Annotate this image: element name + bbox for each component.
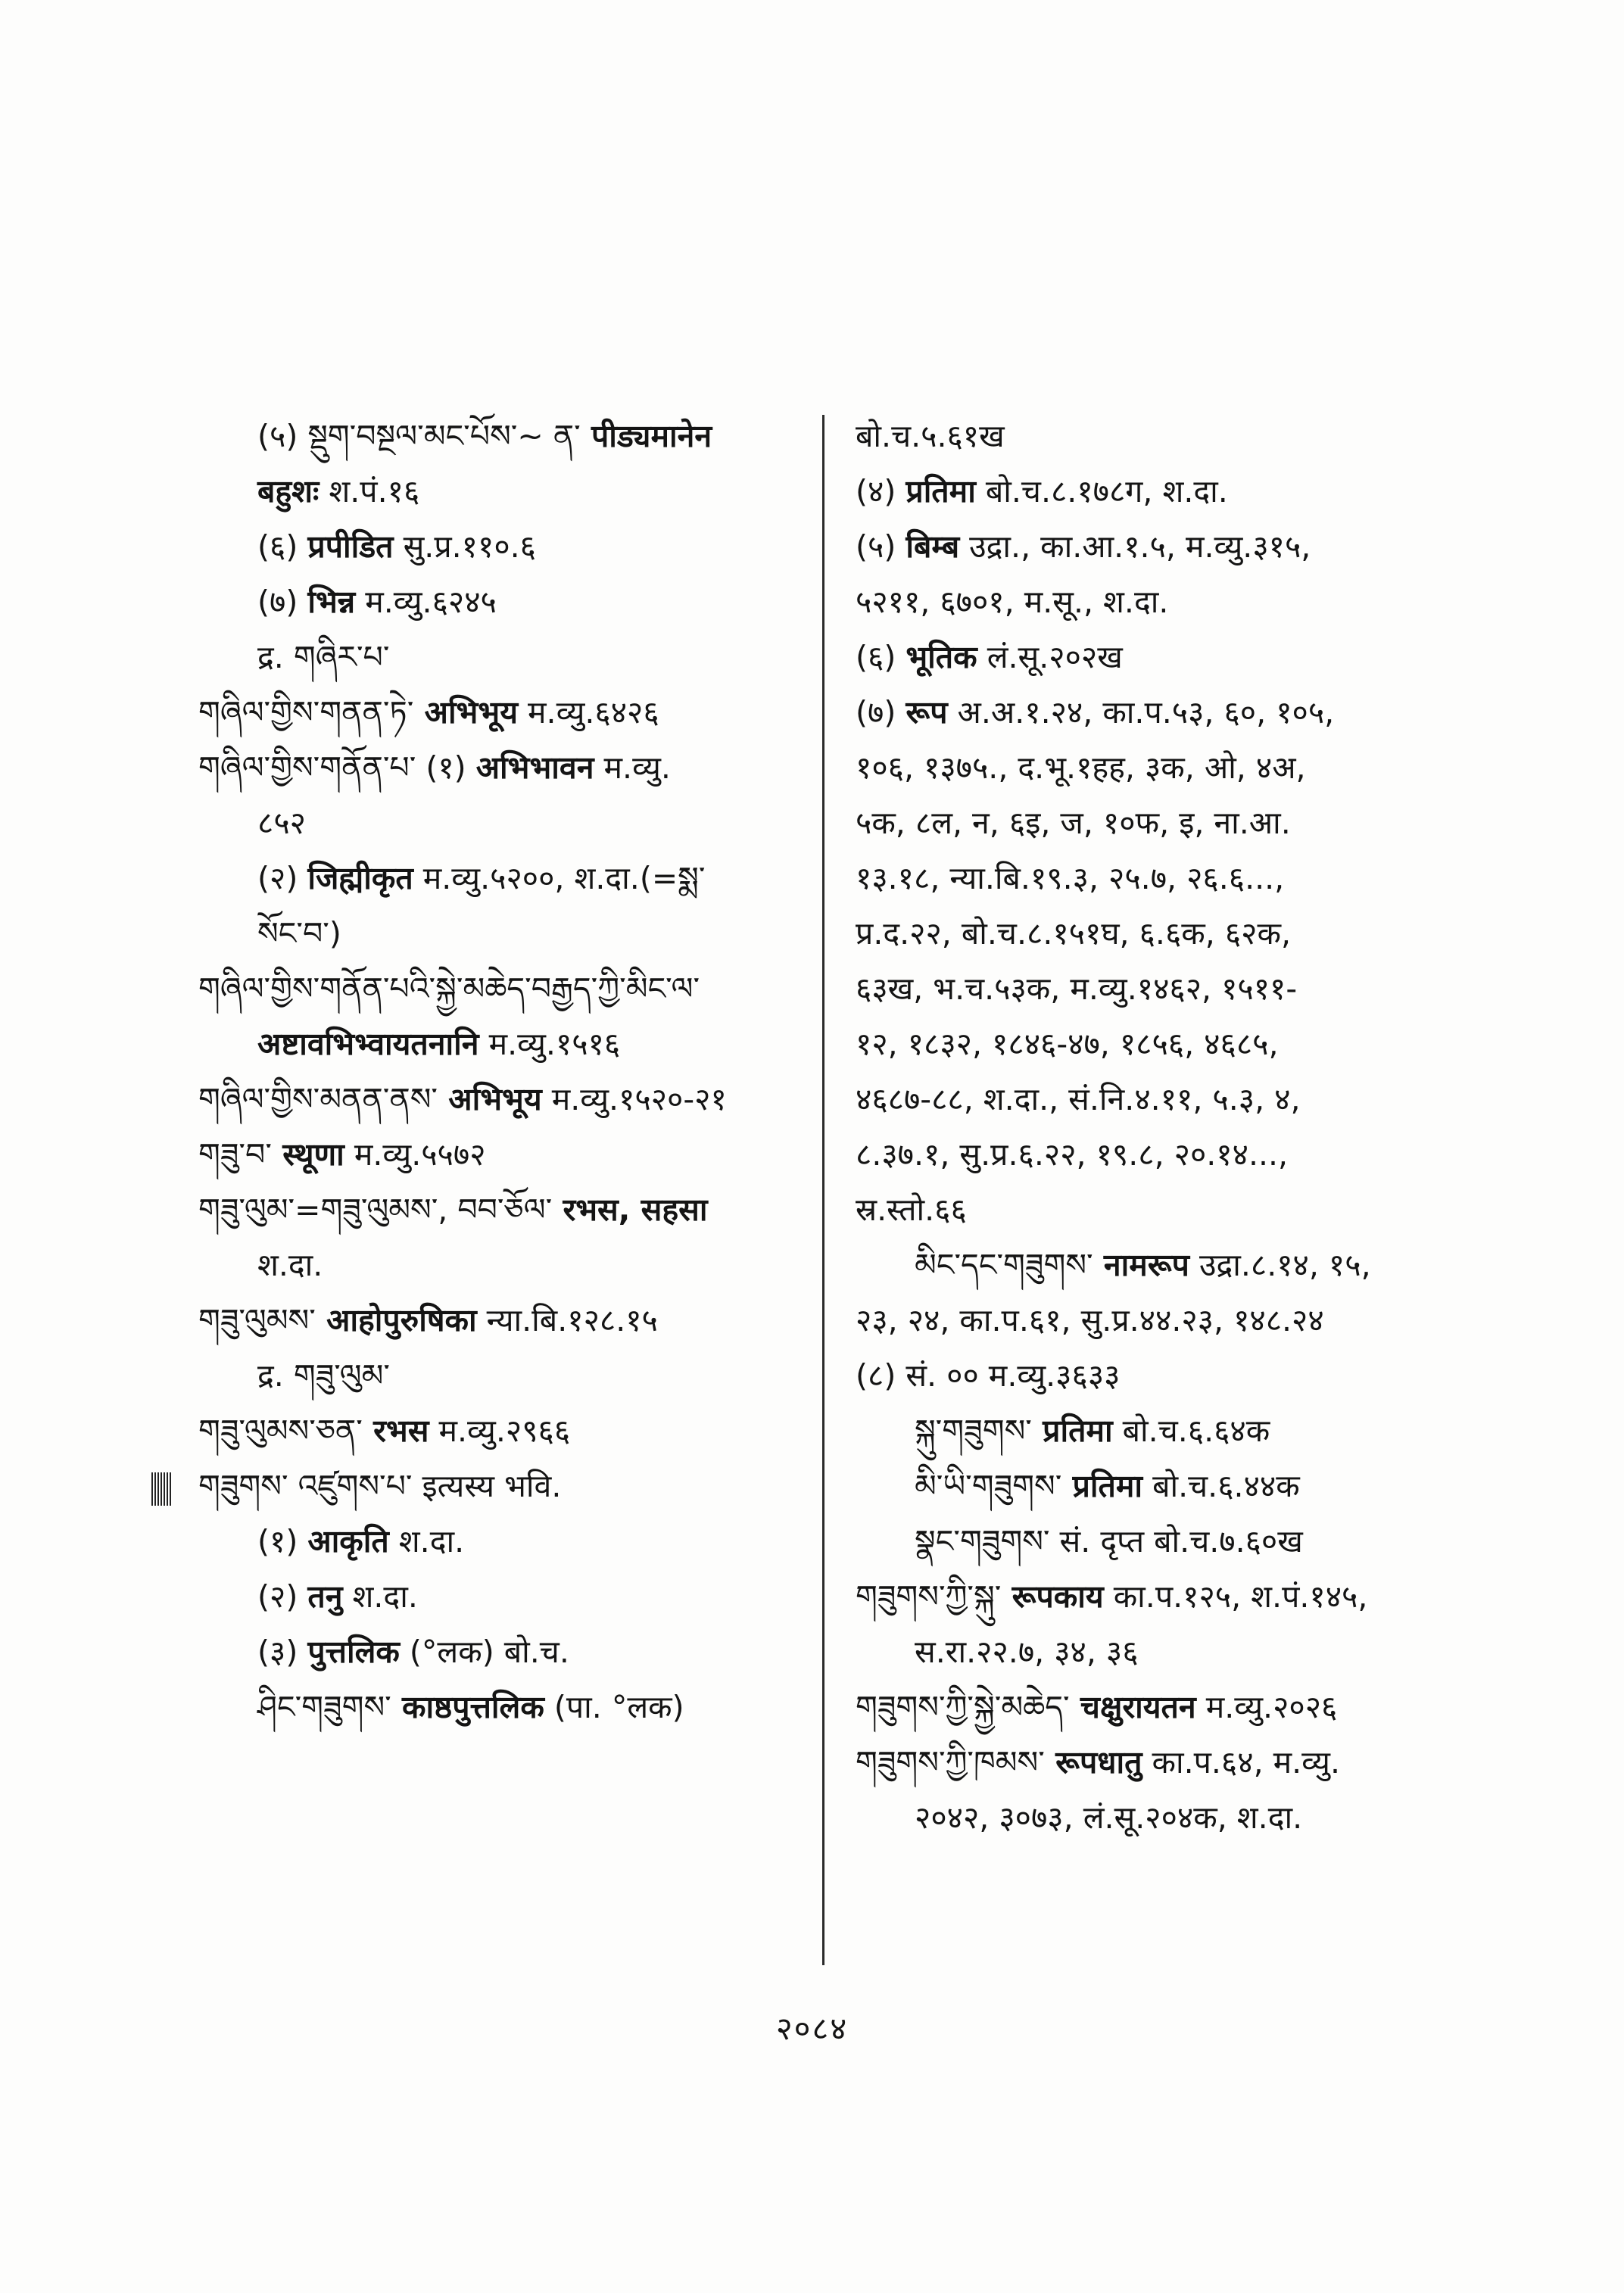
entry-text: अ.अ.१.२४, का.प.५३, ६०, १०५, xyxy=(947,694,1335,731)
entry-text: २३, २४, का.प.६१, सु.प्र.४४.२३, १४८.२४ xyxy=(856,1302,1324,1338)
entry-text: प्रतिमा xyxy=(1031,1413,1113,1449)
entry-text: द्र. གཞིར་པ་ xyxy=(257,639,390,675)
entry-text: १०६, १३७५., द.भू.१हह, ३क, ओ, ४अ, xyxy=(856,749,1306,786)
entry-line xyxy=(198,1127,819,1182)
entry-text: མིང་དང་གཟུགས་ xyxy=(915,1247,1093,1283)
left-column xyxy=(198,409,819,1735)
entry-text: आकृति xyxy=(307,1523,389,1559)
entry-text: ६३ख, भ.च.५३क, म.व्यु.१४६२, १५११- xyxy=(856,970,1298,1007)
entry-text: སོང་བ་) xyxy=(257,915,341,952)
entry-line xyxy=(198,906,819,961)
entry-text: ५क, ८ल, न, ६इ, ज, १०फ, इ, ना.आ. xyxy=(856,805,1291,841)
entry-text: रभस xyxy=(362,1413,429,1449)
entry-text: གཞིལ་གྱིས་མནན་ནས་ xyxy=(198,1081,438,1117)
entry-text: द्र. གཟུ་ལུམ་ xyxy=(257,1357,390,1394)
entry-text: (५) xyxy=(856,528,906,565)
entry-text: (६) xyxy=(257,528,308,565)
entry-line xyxy=(856,1127,1461,1182)
entry-line xyxy=(856,1735,1461,1790)
entry-line xyxy=(856,464,1461,519)
entry-text: स.रा.२२.७, ३४, ३६ xyxy=(915,1634,1139,1670)
entry-text: གཟུ་ལུམས་ xyxy=(198,1302,316,1338)
entry-text: གཞིལ་གྱིས་གནོན་པ་ xyxy=(198,749,416,786)
entry-text: म.व्यु. xyxy=(594,749,671,786)
entry-line xyxy=(856,1790,1461,1846)
entry-text: ८५२ xyxy=(257,805,306,841)
entry-line xyxy=(198,740,819,796)
entry-text: बिम्ब xyxy=(906,528,960,565)
entry-text: श.दा. xyxy=(342,1578,418,1615)
entry-text: གཟུགས་ xyxy=(198,1468,288,1504)
entry-text: म.व्यु.१५१६ xyxy=(478,1026,621,1062)
entry-text: सु.प्र.११०.६ xyxy=(393,528,536,565)
entry-text: སྣང་གཟུགས་ xyxy=(915,1523,1050,1559)
entry-line xyxy=(856,630,1461,685)
entry-text: तनु xyxy=(307,1578,343,1615)
entry-text: (१) xyxy=(257,1523,308,1559)
entry-text: གཟུགས་ཀྱི་ཁམས་ xyxy=(856,1744,1045,1781)
entry-text: अभिभूय xyxy=(438,1081,542,1117)
entry-text: श.दा. xyxy=(257,1247,323,1283)
entry-text: སྡུག་བསྔལ་མང་པོས་~ ན་ xyxy=(307,418,581,454)
entry-line xyxy=(856,519,1461,575)
entry-line xyxy=(856,1238,1461,1293)
entry-text: का.प.६४, म.व्यु. xyxy=(1142,1744,1341,1781)
entry-text: आहोपुरुषिका xyxy=(315,1302,477,1338)
entry-text: གཟུ་ལུམ་=གཟུ་ལུམས་, བབ་ཅོལ་ xyxy=(198,1192,553,1228)
entry-text: म.व्यु.५२००, श.दा.(=སྨ་ xyxy=(413,860,706,896)
entry-text: अभिभूय xyxy=(413,694,518,731)
entry-text: रूपधातु xyxy=(1044,1744,1142,1781)
entry-line xyxy=(856,575,1461,630)
entry-text: མི་ཡི་གཟུགས་ xyxy=(915,1468,1062,1504)
entry-line xyxy=(198,1293,819,1348)
entry-line xyxy=(856,1293,1461,1348)
entry-text: (२) xyxy=(257,1578,308,1615)
entry-text: १३.१८, न्या.बि.१९.३, २५.७, २६.६..., xyxy=(856,860,1285,896)
entry-text: रभस, सहसा xyxy=(552,1192,708,1228)
entry-text: पीड्यमानेन xyxy=(580,418,712,454)
entry-text: उद्रा.८.१४, १५, xyxy=(1189,1247,1371,1283)
entry-text: (पा. °लक) xyxy=(544,1689,684,1725)
entry-text: སྐུ་གཟུགས་ xyxy=(915,1413,1032,1449)
entry-text: (१) xyxy=(416,749,476,786)
entry-line xyxy=(198,464,819,519)
entry-text: १२, १८३२, १८४६-४७, १८५६, ४६८५, xyxy=(856,1026,1279,1062)
entry-line xyxy=(198,1514,819,1569)
entry-line xyxy=(856,906,1461,961)
entry-text: चक्षुरायतन xyxy=(1069,1689,1196,1725)
entry-line xyxy=(856,1348,1461,1404)
entry-text: (८) सं. ०० म.व्यु.३६३३ xyxy=(856,1357,1121,1394)
entry-line xyxy=(198,796,819,851)
entry-text: གཟུ་ལུམས་ཅན་ xyxy=(198,1413,363,1449)
entry-text: न्या.बि.१२८.१५ xyxy=(476,1302,658,1338)
entry-line xyxy=(198,1680,819,1735)
entry-text: ५२११, ६७०१, म.सू., श.दा. xyxy=(856,584,1169,620)
entry-text: स्र.स्तो.६६ xyxy=(856,1192,967,1228)
entry-text: གཞིལ་གྱིས་གནོན་པའི་སྐྱེ་མཆེད་བརྒྱད་ཀྱི་མིང་ལ་ xyxy=(198,970,700,1007)
entry-text: (५) xyxy=(257,418,308,454)
entry-text: འཛུགས་པ་ इत्यस्य भवि. xyxy=(288,1468,562,1504)
entry-line xyxy=(198,685,819,740)
entry-line xyxy=(198,1404,819,1459)
entry-line xyxy=(198,1625,819,1680)
entry-text: भूतिक xyxy=(906,639,977,675)
entry-text: (२) xyxy=(257,860,308,896)
entry-text: लं.सू.२०२ख xyxy=(977,639,1123,675)
entry-text: म.व्यु.६४२६ xyxy=(518,694,659,731)
entry-text: प्रतिमा xyxy=(1061,1468,1143,1504)
entry-text: (७) xyxy=(856,694,906,731)
entry-line xyxy=(198,630,819,685)
entry-line xyxy=(856,1625,1461,1680)
entry-text: (७) xyxy=(257,584,308,620)
entry-text: बो.च.५.६१ख xyxy=(856,418,1005,454)
margin-mark xyxy=(151,1472,173,1506)
entry-text: सं. दृप्त बो.च.७.६०ख xyxy=(1049,1523,1303,1559)
entry-line xyxy=(856,961,1461,1017)
entry-line xyxy=(198,1569,819,1625)
entry-text: (४) xyxy=(856,473,906,509)
entry-line xyxy=(198,1072,819,1127)
entry-text: (३) xyxy=(257,1634,308,1670)
entry-text: གཟུ་བ་ xyxy=(198,1136,272,1173)
entry-line xyxy=(856,1182,1461,1238)
entry-text: ८.३७.१, सु.प्र.६.२२, १९.८, २०.१४..., xyxy=(856,1136,1289,1173)
entry-text: रूपकाय xyxy=(1001,1578,1104,1615)
entry-line xyxy=(856,1514,1461,1569)
entry-text: प्र.द.२२, बो.च.८.१५१घ, ६.६क, ६२क, xyxy=(856,915,1291,952)
entry-text: उद्रा., का.आ.१.५, म.व्यु.३१५, xyxy=(959,528,1311,565)
entry-line xyxy=(856,851,1461,906)
entry-text: གཞིལ་གྱིས་གནན་ཏེ་ xyxy=(198,694,414,731)
entry-line xyxy=(856,409,1461,464)
entry-text: म.व्यु.५५७२ xyxy=(344,1136,486,1173)
entry-line xyxy=(198,961,819,1017)
entry-text: म.व्यु.१५२०-२१ xyxy=(541,1081,727,1117)
entry-text: अष्टावभिभ्वायतनानि xyxy=(257,1026,479,1062)
column-divider xyxy=(822,415,824,1965)
entry-text: बो.च.६.६४क xyxy=(1112,1413,1270,1449)
entry-text: ཤིང་གཟུགས་ xyxy=(257,1689,391,1725)
entry-text: जिह्मीकृत xyxy=(307,860,413,896)
entry-line xyxy=(198,851,819,906)
entry-line xyxy=(856,796,1461,851)
entry-text: श.पं.१६ xyxy=(319,473,420,509)
entry-line xyxy=(198,1182,819,1238)
entry-line xyxy=(198,575,819,630)
entry-line xyxy=(856,1072,1461,1127)
entry-line xyxy=(198,409,819,464)
entry-line xyxy=(856,1680,1461,1735)
entry-line xyxy=(856,1017,1461,1072)
entry-line xyxy=(856,685,1461,740)
entry-line xyxy=(856,740,1461,796)
entry-line xyxy=(198,1238,819,1293)
entry-text: म.व्यु.६२४५ xyxy=(355,584,497,620)
entry-text: काष्ठपुत्तलिक xyxy=(391,1689,544,1725)
entry-text: बो.च.६.४४क xyxy=(1142,1468,1300,1504)
entry-text: २०४२, ३०७३, लं.सू.२०४क, श.दा. xyxy=(915,1799,1303,1836)
entry-line xyxy=(198,1459,819,1514)
entry-text: स्थूणा xyxy=(271,1136,344,1173)
entry-text: बहुशः xyxy=(257,473,320,509)
right-column xyxy=(856,409,1461,1846)
entry-text: གཟུགས་ཀྱི་སྐུ་ xyxy=(856,1578,1002,1615)
entry-text: श.दा. xyxy=(388,1523,465,1559)
entry-text: बो.च.८.१७८ग, श.दा. xyxy=(975,473,1228,509)
entry-text: (°लक) बो.च. xyxy=(399,1634,569,1670)
entry-text: प्रतिमा xyxy=(906,473,976,509)
entry-text: གཟུགས་ཀྱི་སྐྱེ་མཆེད་ xyxy=(856,1689,1070,1725)
entry-text: रूप xyxy=(906,694,948,731)
entry-line xyxy=(198,519,819,575)
entry-line xyxy=(198,1348,819,1404)
entry-text: प्रपीडित xyxy=(307,528,394,565)
entry-text: पुत्तलिक xyxy=(307,1634,400,1670)
entry-text: म.व्यु.२९६६ xyxy=(429,1413,571,1449)
entry-line xyxy=(856,1569,1461,1625)
page-number: २०८४ xyxy=(775,2010,849,2047)
entry-text: नामरूप xyxy=(1093,1247,1189,1283)
entry-text: भिन्न xyxy=(307,584,356,620)
entry-text: म.व्यु.२०२६ xyxy=(1195,1689,1338,1725)
entry-line xyxy=(198,1017,819,1072)
entry-line xyxy=(856,1404,1461,1459)
entry-text: अभिभावन xyxy=(475,749,594,786)
entry-text: का.प.१२५, श.पं.१४५, xyxy=(1103,1578,1368,1615)
entry-text: (६) xyxy=(856,639,906,675)
entry-line xyxy=(856,1459,1461,1514)
entry-text: ४६८७-८८, श.दा., सं.नि.४.११, ५.३, ४, xyxy=(856,1081,1301,1117)
